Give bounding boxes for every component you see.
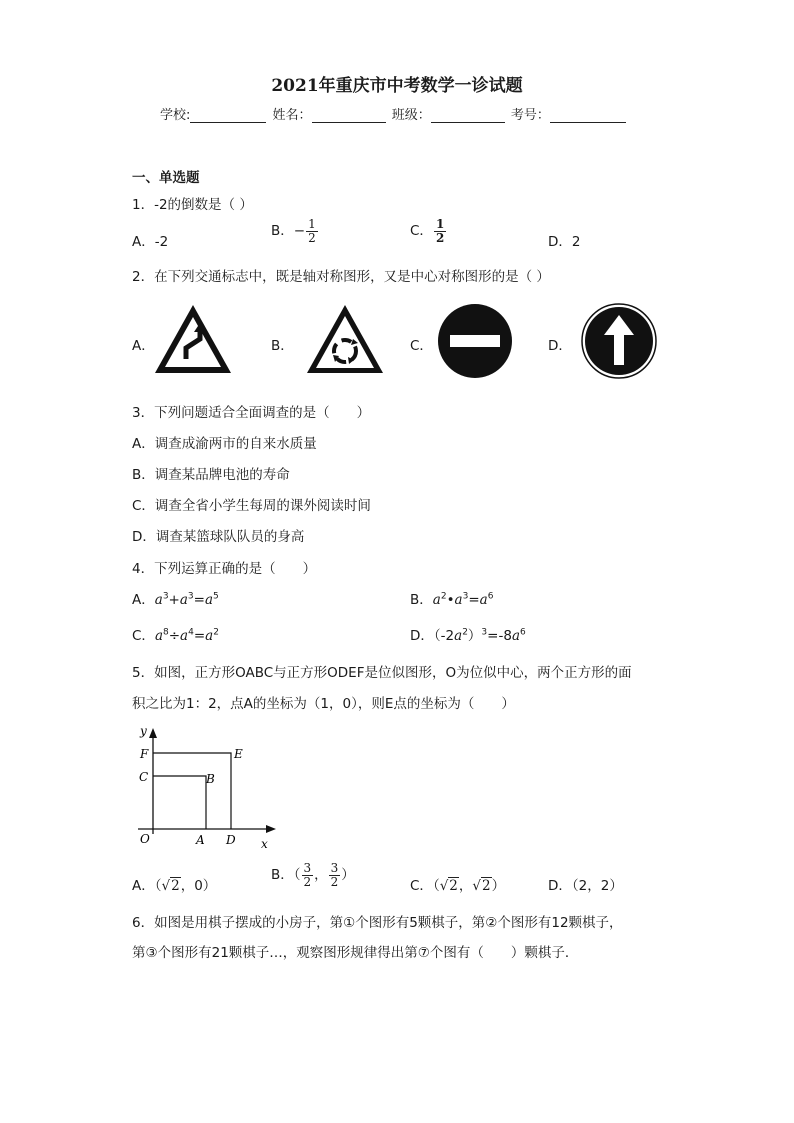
sqrt: √2 [161, 878, 180, 894]
q5-coordinate-figure [132, 722, 282, 852]
option-text: 2 [571, 234, 581, 250]
label-d: D [226, 833, 236, 847]
school-label: 学校: [160, 108, 191, 123]
section-heading: 一、单选题 [132, 170, 200, 186]
denominator: 2 [303, 874, 312, 889]
name-label: 姓名： [272, 108, 312, 123]
q1-option-c [410, 218, 447, 244]
radicand: 2 [171, 878, 180, 894]
class-label: 班级： [391, 108, 431, 123]
q5-option-c: C．（√2，√2） [410, 878, 506, 894]
radicand: 2 [482, 878, 491, 894]
q4-option-a: A．$a^3+a^3=a^5$ [132, 591, 219, 608]
q2-option-b-letter: B． [271, 338, 294, 354]
page-title: 2021年重庆市中考数学一诊试题 [271, 76, 523, 96]
q4-stem: 4．下列运算正确的是（ ） [132, 561, 317, 577]
numerator: 3 [330, 861, 339, 875]
option-letter: C． [410, 223, 433, 240]
square-oabc [153, 776, 206, 829]
label-f: F [140, 747, 149, 761]
option-text: -2 [154, 234, 169, 250]
label-o: O [140, 832, 150, 846]
denominator: 2 [330, 874, 339, 889]
q5-stem-line-2: 积之比为1：2，点A的坐标为（1，0），则E点的坐标为（ ） [132, 696, 515, 712]
label-c: C [139, 770, 149, 784]
option-letter: D． [548, 878, 572, 894]
roundabout-sign-icon [305, 303, 385, 375]
option-letter: A． [132, 878, 155, 894]
q2-stem: 2．在下列交通标志中，既是轴对称图形，又是中心对称图形的是（ ） [132, 269, 550, 285]
label-a: A [196, 833, 205, 847]
exam-no-blank [550, 108, 626, 123]
q6-stem-line-1: 6．如图是用棋子摆成的小房子，第①个图形有5颗棋子，第②个图形有12颗棋子， [132, 915, 623, 931]
option-letter: D． [548, 234, 572, 250]
q2-option-c-letter: C． [410, 338, 433, 354]
school-blank [190, 108, 266, 123]
minus-sign: − [293, 223, 306, 240]
option-letter: A． [132, 234, 155, 250]
fraction [329, 862, 341, 888]
label-e: E [234, 747, 243, 761]
label-y: y [140, 724, 147, 738]
fraction [302, 862, 314, 888]
option-letter: A． [132, 592, 155, 608]
q2-option-a-letter: A． [132, 338, 155, 354]
class-blank [431, 108, 505, 123]
q3-option-b: B．调查某品牌电池的寿命 [132, 467, 290, 483]
no-entry-sign-icon [436, 303, 514, 379]
q2-option-d-letter: D． [548, 338, 572, 354]
winding-road-sign-icon [153, 303, 233, 375]
q5-option-d [548, 874, 623, 894]
exam-no-label: 考号： [510, 108, 550, 123]
q1-stem: 1．-2的倒数是（ ） [132, 197, 253, 213]
q3-option-c: C．调查全省小学生每周的课外阅读时间 [132, 498, 371, 514]
name-blank [312, 108, 386, 123]
denominator: 2 [435, 230, 445, 245]
sqrt: √2 [472, 878, 491, 894]
numerator: 1 [308, 217, 316, 231]
q5-option-b: B．（ $\frac{3}{2}$ ， $\frac{3}{2}$ ） [271, 861, 355, 889]
straight-ahead-sign-icon [580, 303, 658, 379]
option-letter: B． [271, 223, 294, 240]
student-info-row [160, 104, 628, 123]
numerator: 3 [303, 861, 312, 875]
label-x: x [261, 837, 268, 851]
fraction [306, 218, 318, 244]
label-b: B [206, 772, 215, 786]
option-letter: C． [410, 878, 433, 894]
option-letter: B． [271, 867, 294, 884]
q6-stem-line-2: 第③个图形有21颗棋子…，观察图形规律得出第⑦个图有（ ）颗棋子． [132, 945, 579, 961]
q1-option-b [271, 218, 319, 244]
square-odef [153, 753, 231, 829]
numerator: 1 [435, 217, 445, 231]
q1-option-a [132, 230, 168, 250]
denominator: 2 [308, 230, 316, 245]
q4-option-b: B．$a^2•a^3=a^6$ [410, 591, 494, 608]
y-axis-arrow-icon [149, 728, 157, 738]
q4-option-d: D．$(-2a^2)^3=-8a^6$ [410, 627, 526, 644]
sqrt: √2 [439, 878, 458, 894]
q5-option-a: A．（√2，0） [132, 878, 217, 894]
option-text: （2，2） [571, 878, 623, 894]
q1-option-d [548, 230, 581, 250]
x-axis-arrow-icon [266, 825, 276, 833]
q4-option-c: C．$a^8\div a^4=a^2$ [132, 627, 219, 644]
q3-stem: 3．下列问题适合全面调查的是（ ） [132, 405, 371, 421]
q5-stem-line-1: 5．如图，正方形OABC与正方形ODEF是位似图形，O为位似中心，两个正方形的面 [132, 665, 632, 681]
q3-option-d: D．调查某篮球队队员的身高 [132, 529, 305, 545]
radicand: 2 [449, 878, 458, 894]
fraction [434, 218, 446, 244]
q3-option-a: A．调查成渝两市的自来水质量 [132, 436, 317, 452]
option-letter: C． [132, 628, 155, 644]
option-letter: B． [410, 592, 433, 608]
option-letter: D． [410, 628, 434, 644]
